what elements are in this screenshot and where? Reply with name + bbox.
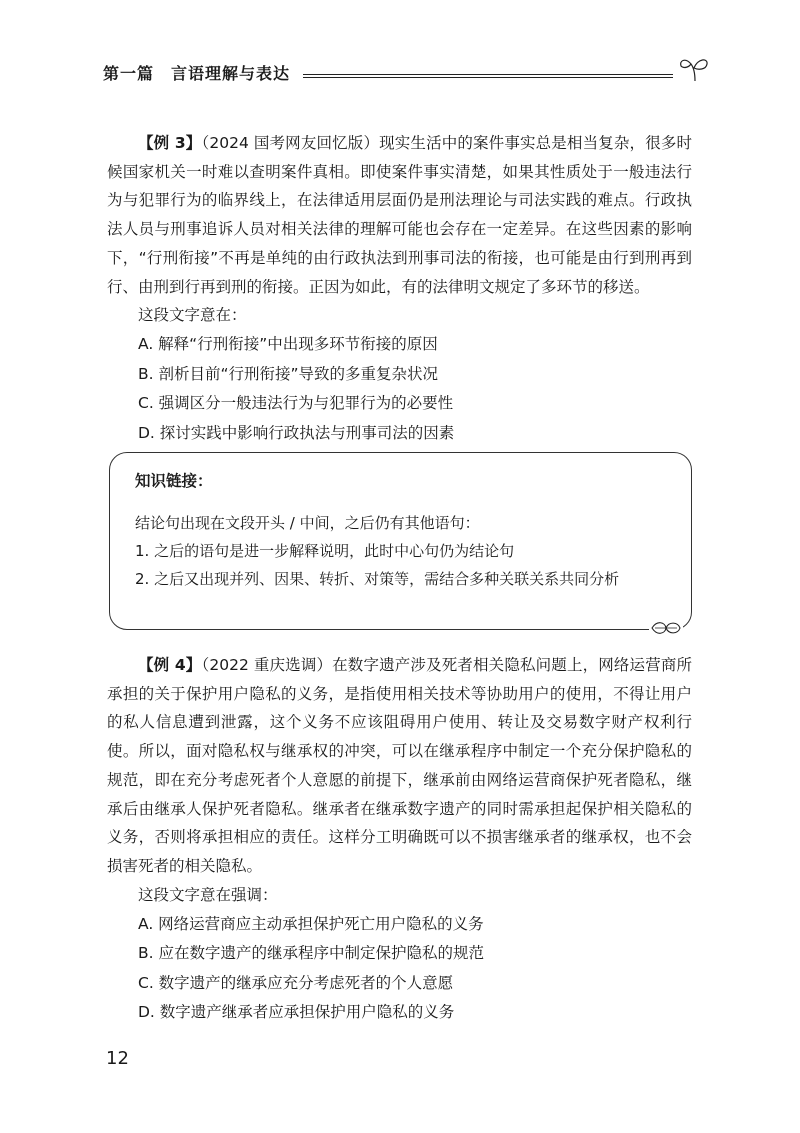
option-d: D. 探讨实践中影响行政执法与刑事司法的因素 xyxy=(138,423,455,442)
header-rule xyxy=(303,74,673,78)
option-a: A. 网络运营商应主动承担保护死亡用户隐私的义务 xyxy=(138,914,484,933)
option-b: B. 剖析目前“行刑衔接”导致的多重复杂状况 xyxy=(138,364,439,383)
page-number: 12 xyxy=(106,1048,129,1069)
option-c: C. 数字遗产的继承应充分考虑死者的个人意愿 xyxy=(138,973,454,992)
option-c: C. 强调区分一般违法行为与犯罪行为的必要性 xyxy=(138,394,454,413)
leaf-icon xyxy=(649,618,683,638)
example-tag: 【例 3】 xyxy=(138,134,202,152)
knowledge-line: 1. 之后的语句是进一步解释说明，此时中心句仍为结论句 xyxy=(135,542,515,560)
page-header xyxy=(103,55,713,85)
example-source: （2024 国考网友回忆版） xyxy=(201,134,380,152)
knowledge-line: 2. 之后又出现并列、因果、转折、对策等，需结合多种关联关系共同分析 xyxy=(135,570,620,588)
leaf-sprout-icon xyxy=(677,55,713,83)
example-4-passage xyxy=(107,651,692,881)
example-3-passage xyxy=(107,129,692,301)
example-3 xyxy=(107,129,692,448)
option-d: D. 数字遗产继承者应承担保护用户隐私的义务 xyxy=(138,1003,455,1022)
section-title: 第一篇 言语理解与表达 xyxy=(103,64,291,83)
question-stem: 这段文字意在： xyxy=(138,306,247,325)
knowledge-box xyxy=(109,452,692,630)
example-source: （2022 重庆选调） xyxy=(201,656,333,674)
option-a: A. 解释“行刑衔接”中出现多环节衔接的原因 xyxy=(138,335,438,354)
passage-text: 现实生活中的案件事实总是相当复杂，很多时候国家机关一时难以查明案件真相。即使案件事实清楚，如果其性质处于一般违法行为与犯罪行为的临界线上，在法律适用层面仍是刑法理论与司法实践的难点。行政执法人员与刑事追诉人员对相关法律的理解可能也会存在一定差异。在这些因素的影响下，“行刑衔接”不再是单纯的由行政执法到刑事司法的衔接，也可能是由行到刑再到行、由刑到行再到刑的衔接。正因为如此，有的法律明文规定了多环节的移送。 xyxy=(107,134,693,296)
example-4 xyxy=(107,651,692,1028)
knowledge-box-content xyxy=(135,509,619,593)
passage-text: 在数字遗产涉及死者相关隐私问题上，网络运营商所承担的关于保护用户隐私的义务，是指使用相关技术等协助用户的使用，不得让用户的私人信息遭到泄露，这个义务不应该阻碍用户使用、转让及交易数字财产权利行使。所以，面对隐私权与继承权的冲突，可以在继承程序中制定一个充分保护隐私的规范，即在充分考虑死者个人意愿的前提下，继承前由网络运营商保护死者隐私，继承后由继承人保护死者隐私。继承者在继承数字遗产的同时需承担起保护相关隐私的义务，否则将承担相应的责任。这样分工明确既可以不损害继承者的继承权，也不会损害死者的相关隐私。 xyxy=(107,656,693,875)
option-b: B. 应在数字遗产的继承程序中制定保护隐私的规范 xyxy=(138,944,484,963)
question-stem: 这段文字意在强调： xyxy=(138,885,278,904)
knowledge-box-title: 知识链接： xyxy=(135,472,213,490)
example-tag: 【例 4】 xyxy=(138,656,202,674)
knowledge-line: 结论句出现在文段开头 / 中间，之后仍有其他语句： xyxy=(135,514,480,532)
